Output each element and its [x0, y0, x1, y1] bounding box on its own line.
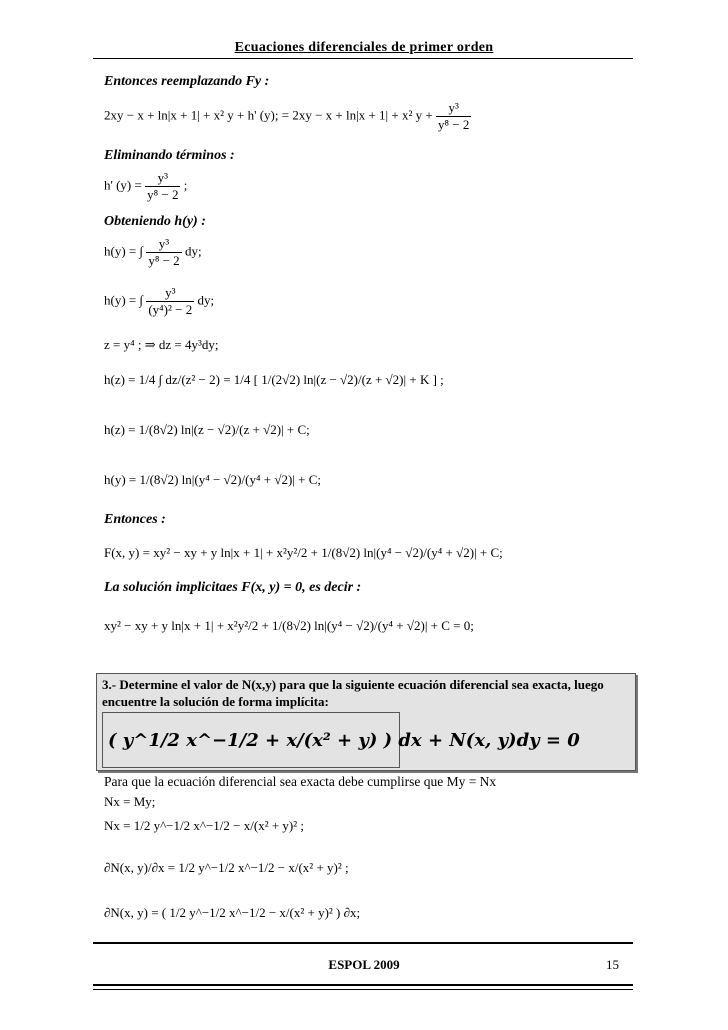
equation-2	[104, 170, 187, 203]
problem-title: 3.- Determine el valor de N(x,y) para que la siguiente ecuación diferencial sea exacta, luego encuentre la solución de forma implícita:	[102, 677, 604, 709]
text-eliminando: Eliminando términos :	[104, 148, 235, 163]
equation-11: Nx = My;	[104, 794, 156, 809]
equation-3-fraction	[146, 236, 181, 269]
text-intro-exacta: Para que la ecuación diferencial sea exacta debe cumplirse que My = Nx	[104, 774, 497, 789]
equation-5: z = y⁴ ; ⇒ dz = 4y³dy;	[104, 337, 219, 352]
text-entonces-fy: Entonces reemplazando Fy :	[104, 74, 270, 89]
equation-2-end: ;	[183, 177, 188, 193]
problem-equation: ( y^1/2 x^−1/2 + x/(x² + y) ) dx + N(x, y)dy = 0	[108, 730, 580, 751]
equation-1-numerator: y³	[436, 100, 471, 117]
equation-3	[104, 236, 202, 269]
text-entonces: Entonces :	[104, 512, 166, 527]
equation-2-numerator: y³	[145, 170, 180, 187]
page-number: 15	[606, 957, 619, 972]
equation-4-numerator: y³	[146, 285, 194, 302]
equation-4-fraction	[146, 285, 194, 318]
equation-3-end: dy;	[184, 243, 202, 259]
equation-6: h(z) = 1/4 ∫ dz/(z² − 2) = 1/4 [ 1/(2√2) ln|(z − √2)/(z + √2)| + K ] ;	[104, 372, 444, 387]
equation-10: xy² − xy + y ln|x + 1| + x²y²/2 + 1/(8√2) ln|(y⁴ − √2)/(y⁴ + √2)| + C = 0;	[104, 618, 474, 633]
text-obteniendo: Obteniendo h(y) :	[104, 214, 206, 229]
equation-2-fraction	[145, 170, 180, 203]
footer-center: ESPOL 2009	[328, 957, 400, 972]
equation-3-numerator: y³	[146, 236, 181, 253]
equation-7: h(z) = 1/(8√2) ln|(z − √2)/(z + √2)| + C;	[104, 422, 310, 437]
equation-3-denominator: y⁸ − 2	[148, 253, 180, 268]
equation-4	[104, 285, 214, 318]
equation-1	[104, 100, 471, 133]
page-header: Ecuaciones diferenciales de primer orden	[234, 40, 494, 55]
equation-3-left: h(y) = ∫	[104, 243, 144, 259]
footer-rule-bottom-thin	[93, 989, 633, 990]
equation-4-left: h(y) = ∫	[104, 292, 144, 308]
equation-2-denominator: y⁸ − 2	[147, 187, 179, 202]
equation-12: Nx = 1/2 y^−1/2 x^−1/2 − x/(x² + y)² ;	[104, 818, 305, 833]
equation-1-denominator: y⁸ − 2	[437, 117, 470, 132]
equation-1-left: 2xy − x + ln|x + 1| + x² y + h' (y); = 2xy − x + ln|x + 1| + x² y +	[104, 107, 433, 123]
equation-9: F(x, y) = xy² − xy + y ln|x + 1| + x²y²/2 + 1/(8√2) ln|(y⁴ − √2)/(y⁴ + √2)| + C;	[104, 545, 503, 560]
equation-4-end: dy;	[197, 292, 215, 308]
equation-13: ∂N(x, y)/∂x = 1/2 y^−1/2 x^−1/2 − x/(x² + y)² ;	[104, 860, 349, 875]
equation-14: ∂N(x, y) = ( 1/2 y^−1/2 x^−1/2 − x/(x² + y)² ) ∂x;	[104, 905, 361, 920]
equation-1-fraction	[436, 100, 471, 133]
equation-2-left: h' (y) =	[104, 177, 142, 193]
footer-rule-bottom	[93, 984, 633, 986]
text-solucion: La solución implicitaes F(x, y) = 0, es decir :	[104, 580, 362, 595]
equation-4-denominator: (y⁴)² − 2	[148, 302, 193, 317]
footer-rule-top	[93, 942, 633, 944]
equation-8: h(y) = 1/(8√2) ln|(y⁴ − √2)/(y⁴ + √2)| + C;	[104, 472, 322, 487]
header-rule	[93, 58, 633, 59]
